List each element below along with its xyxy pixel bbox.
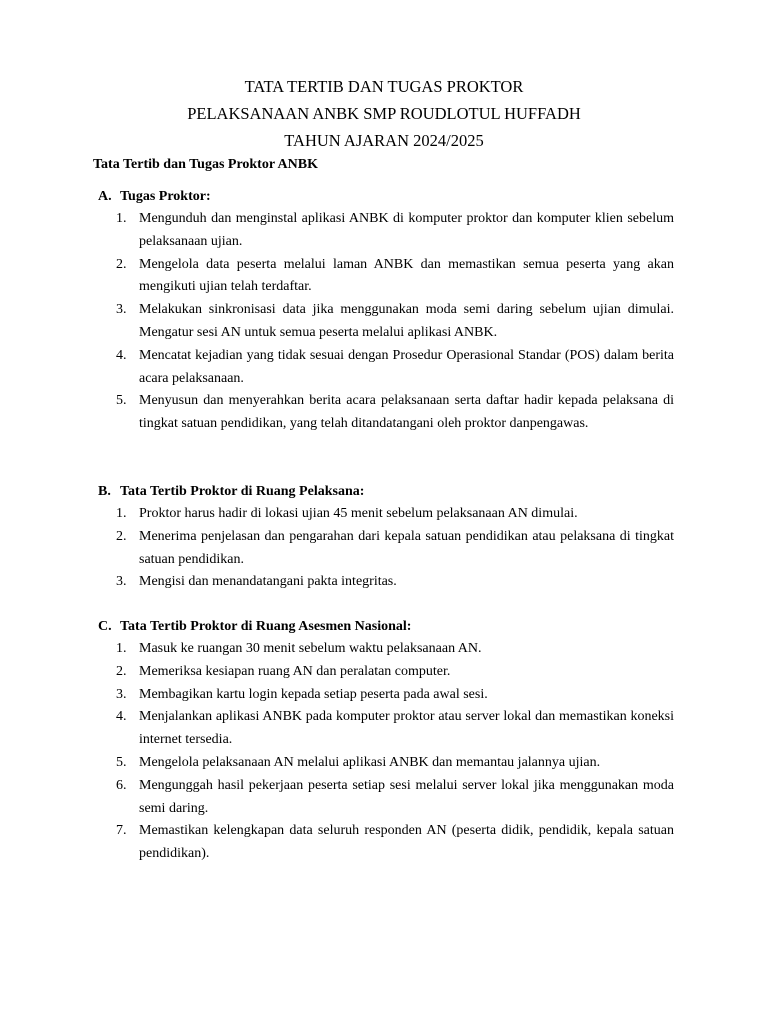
section-c-letter: C. <box>98 619 112 634</box>
list-item <box>0 503 674 526</box>
document-title-line-2: PELAKSANAAN ANBK SMP ROUDLOTUL HUFFADH <box>187 104 581 123</box>
item-text: Melakukan sinkronisasi data jika menggunakan moda semi daring sebelum ujian dimulai. Mengatur sesi AN untuk semua peserta melalui aplikasi ANBK. <box>139 302 674 340</box>
item-text: Mengisi dan menandatangani pakta integritas. <box>139 574 397 590</box>
section-c-list <box>0 638 674 866</box>
list-item <box>0 345 674 391</box>
item-number: 5. <box>116 393 127 409</box>
item-text: Menjalankan aplikasi ANBK pada komputer proktor atau server lokal dan memastikan koneksi internet tersedia. <box>139 709 674 748</box>
item-number: 1. <box>116 641 127 656</box>
list-item <box>0 254 674 300</box>
item-number: 4. <box>116 347 127 363</box>
section-a-list <box>0 208 674 436</box>
item-number: 3. <box>116 574 127 590</box>
document-title-line-3: TAHUN AJARAN 2024/2025 <box>284 131 484 150</box>
section-b-title: Tata Tertib Proktor di Ruang Pelaksana: <box>120 484 365 499</box>
item-number: 2. <box>116 256 127 272</box>
section-a-letter: A. <box>98 189 112 204</box>
item-number: 7. <box>116 823 127 839</box>
item-text: Mengunggah hasil pekerjaan peserta setiap sesi melalui server lokal jika menggunakan moda semi daring. <box>139 777 674 816</box>
list-item <box>0 752 674 775</box>
section-b-letter: B. <box>98 484 111 499</box>
item-number: 2. <box>116 663 127 679</box>
list-item <box>0 684 674 707</box>
list-item <box>0 820 674 866</box>
list-item <box>0 775 674 821</box>
item-text: Mengunduh dan menginstal aplikasi ANBK di komputer proktor dan komputer klien sebelum pelaksanaan ujian. <box>139 211 674 249</box>
list-item <box>0 208 674 254</box>
item-text: Menyusun dan menyerahkan berita acara pelaksanaan serta daftar hadir kepada pelaksana di tingkat satuan pendidikan, yang telah ditandatangani oleh proktor danpengawas. <box>139 393 674 432</box>
item-number: 4. <box>116 709 127 725</box>
item-number: 1. <box>116 211 127 226</box>
item-text: Mengelola pelaksanaan AN melalui aplikasi ANBK dan memantau jalannya ujian. <box>139 754 601 770</box>
item-number: 2. <box>116 528 127 544</box>
document-title-line-1: TATA TERTIB DAN TUGAS PROKTOR <box>244 77 524 96</box>
section-a-heading <box>98 188 211 206</box>
item-text: Mencatat kejadian yang tidak sesuai dengan Prosedur Operasional Standar (POS) dalam berita acara pelaksanaan. <box>139 347 674 386</box>
item-text: Membagikan kartu login kepada setiap peserta pada awal sesi. <box>139 686 488 702</box>
list-item <box>0 526 674 572</box>
list-item <box>0 661 674 684</box>
document-subtitle: Tata Tertib dan Tugas Proktor ANBK <box>93 157 318 172</box>
list-item <box>0 299 674 345</box>
item-number: 5. <box>116 754 127 770</box>
list-item <box>0 638 674 661</box>
item-text: Proktor harus hadir di lokasi ujian 45 menit sebelum pelaksanaan AN dimulai. <box>139 506 578 521</box>
section-a-title: Tugas Proktor: <box>120 189 211 204</box>
item-text: Memeriksa kesiapan ruang AN dan peralatan computer. <box>139 663 451 679</box>
section-b-heading <box>98 483 364 501</box>
item-number: 3. <box>116 302 127 318</box>
item-text: Masuk ke ruangan 30 menit sebelum waktu pelaksanaan AN. <box>139 641 482 656</box>
list-item <box>0 390 674 436</box>
item-text: Memastikan kelengkapan data seluruh responden AN (peserta didik, pendidik, kepala satuan pendidikan). <box>139 823 674 862</box>
item-number: 1. <box>116 506 127 521</box>
item-text: Mengelola data peserta melalui laman ANBK dan memastikan semua peserta yang akan mengikuti ujian telah terdaftar. <box>139 256 674 295</box>
list-item <box>0 571 674 594</box>
list-item <box>0 706 674 752</box>
section-c-heading <box>98 618 411 636</box>
item-number: 6. <box>116 777 127 793</box>
item-number: 3. <box>116 686 127 702</box>
section-c-title: Tata Tertib Proktor di Ruang Asesmen Nasional: <box>120 619 412 634</box>
item-text: Menerima penjelasan dan pengarahan dari kepala satuan pendidikan atau pelaksana di tingkat satuan pendidikan. <box>139 528 674 567</box>
section-b-list <box>0 503 674 594</box>
